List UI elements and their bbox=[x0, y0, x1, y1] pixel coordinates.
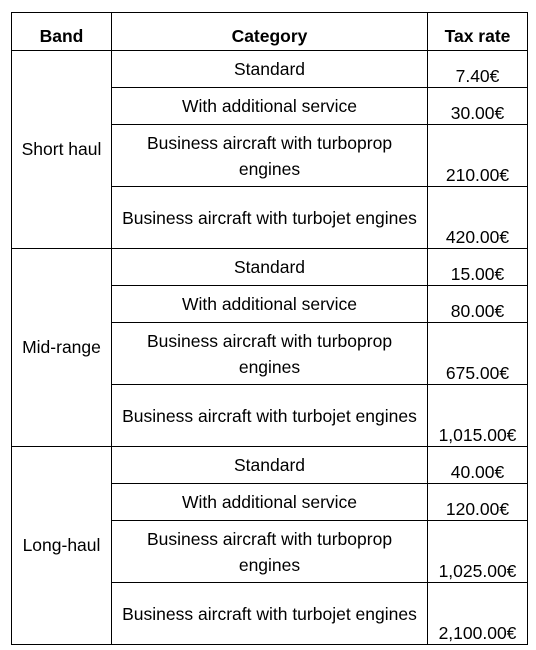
category-cell: Business aircraft with turbojet engines bbox=[112, 187, 428, 249]
tax-rate-cell: 7.40€ bbox=[428, 51, 528, 88]
tax-rate-cell: 675.00€ bbox=[428, 323, 528, 385]
table-row bbox=[12, 249, 528, 286]
band-cell-short-haul: Short haul bbox=[12, 51, 112, 249]
table-row bbox=[12, 447, 528, 484]
tax-rate-cell: 1,015.00€ bbox=[428, 385, 528, 447]
header-band: Band bbox=[12, 13, 112, 51]
tax-rate-cell: 15.00€ bbox=[428, 249, 528, 286]
tax-rate-cell: 40.00€ bbox=[428, 447, 528, 484]
tax-rate-cell: 80.00€ bbox=[428, 286, 528, 323]
header-tax-rate: Tax rate bbox=[428, 13, 528, 51]
category-cell: Business aircraft with turboprop engines bbox=[112, 521, 428, 583]
category-cell: Business aircraft with turboprop engines bbox=[112, 125, 428, 187]
band-cell-long-haul: Long-haul bbox=[12, 447, 112, 645]
tax-rate-cell: 210.00€ bbox=[428, 125, 528, 187]
tax-rate-cell: 120.00€ bbox=[428, 484, 528, 521]
band-cell-mid-range: Mid-range bbox=[12, 249, 112, 447]
category-cell: Standard bbox=[112, 51, 428, 88]
tax-rate-table bbox=[11, 12, 528, 645]
category-cell: With additional service bbox=[112, 88, 428, 125]
header-row bbox=[12, 13, 528, 51]
category-cell: Business aircraft with turbojet engines bbox=[112, 583, 428, 645]
category-cell: Business aircraft with turbojet engines bbox=[112, 385, 428, 447]
tax-rate-cell: 2,100.00€ bbox=[428, 583, 528, 645]
tax-rate-cell: 420.00€ bbox=[428, 187, 528, 249]
category-cell: With additional service bbox=[112, 286, 428, 323]
table-row bbox=[12, 51, 528, 88]
category-cell: Business aircraft with turboprop engines bbox=[112, 323, 428, 385]
tax-rate-cell: 1,025.00€ bbox=[428, 521, 528, 583]
header-category: Category bbox=[112, 13, 428, 51]
category-cell: Standard bbox=[112, 249, 428, 286]
category-cell: With additional service bbox=[112, 484, 428, 521]
category-cell: Standard bbox=[112, 447, 428, 484]
tax-rate-cell: 30.00€ bbox=[428, 88, 528, 125]
